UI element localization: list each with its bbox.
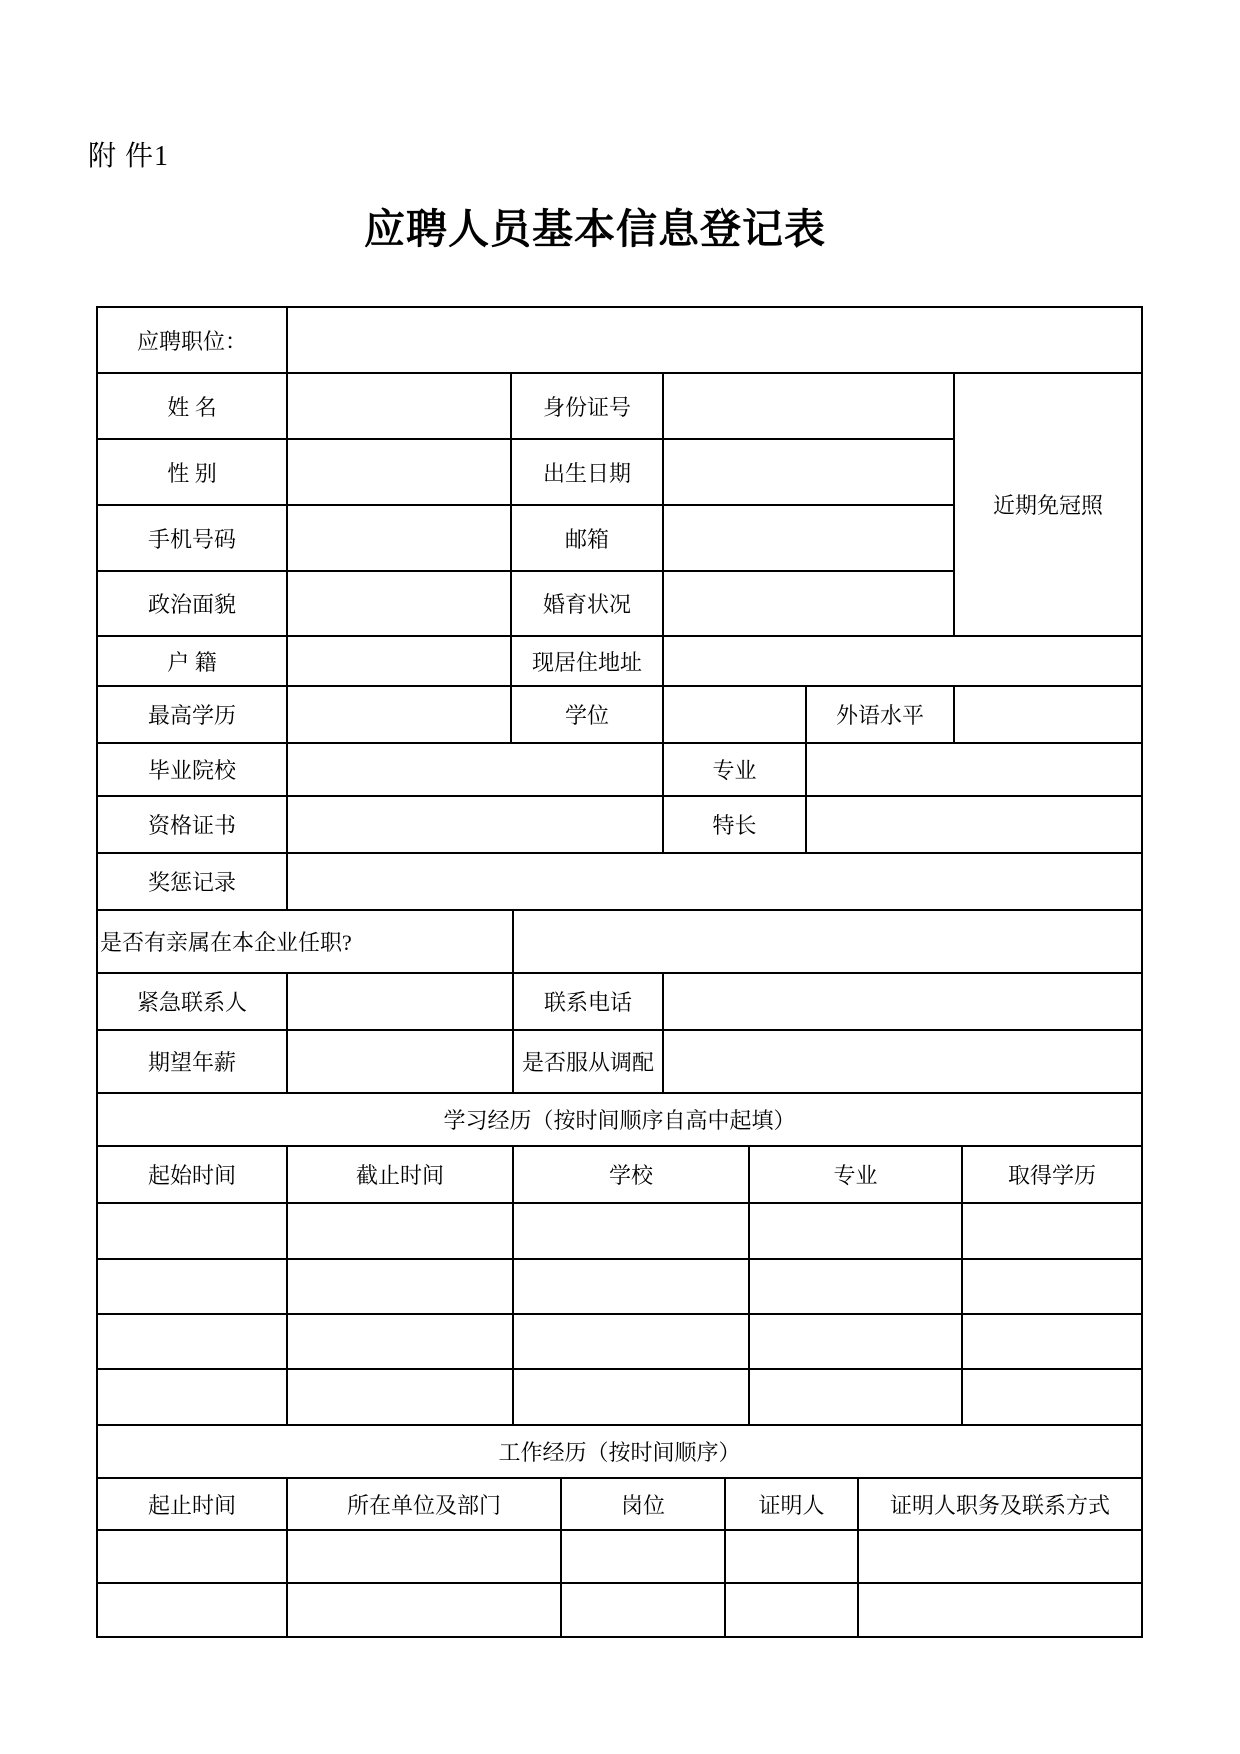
expected-salary-label: 期望年薪	[98, 1031, 288, 1092]
work-reference-input-cell[interactable]	[726, 1531, 859, 1582]
study-degree-input-cell[interactable]	[963, 1315, 1141, 1368]
position-input-cell[interactable]	[288, 308, 1141, 372]
marital-status-label: 婚育状况	[512, 572, 664, 635]
table-row	[98, 374, 953, 440]
table-row	[98, 687, 1141, 744]
work-company-input-cell[interactable]	[288, 1531, 562, 1582]
gender-label: 性 别	[98, 440, 288, 504]
work-reference-header: 证明人	[726, 1479, 859, 1529]
study-major-input-cell[interactable]	[750, 1204, 963, 1258]
foreign-language-label: 外语水平	[807, 687, 955, 742]
study-degree-input-cell[interactable]	[963, 1204, 1141, 1258]
personal-info-left	[98, 374, 955, 635]
work-period-input-cell[interactable]	[98, 1584, 288, 1636]
work-period-header: 起止时间	[98, 1479, 288, 1529]
photo-placeholder-cell[interactable]: 近期免冠照	[992, 493, 1103, 518]
study-entry-row	[98, 1204, 1141, 1260]
relocation-label: 是否服从调配	[514, 1031, 664, 1092]
study-degree-input-cell[interactable]	[963, 1370, 1141, 1424]
table-row	[98, 506, 953, 572]
work-reference-contact-input-cell[interactable]	[859, 1531, 1141, 1582]
emergency-contact-label: 紧急联系人	[98, 974, 288, 1029]
work-reference-contact-header: 证明人职务及联系方式	[889, 1492, 1110, 1518]
marital-status-input-cell[interactable]	[664, 572, 953, 635]
study-degree-header: 取得学历	[1007, 1163, 1096, 1188]
study-start-time-input-cell[interactable]	[98, 1370, 288, 1424]
current-address-input-cell[interactable]	[664, 637, 1141, 685]
relatives-answer-input-cell[interactable]	[514, 911, 1141, 972]
work-header-row	[98, 1479, 1141, 1531]
study-start-time-input-cell[interactable]	[98, 1260, 288, 1313]
gender-input-cell[interactable]	[288, 440, 512, 504]
work-period-input-cell[interactable]	[98, 1531, 288, 1582]
study-major-header: 专业	[750, 1147, 963, 1202]
work-section-title-row	[98, 1426, 1141, 1479]
foreign-language-input-cell[interactable]	[955, 687, 1141, 742]
page-title: 应聘人员基本信息登记表	[364, 206, 826, 252]
table-row	[98, 797, 1141, 854]
applicant-form-table	[96, 306, 1143, 1638]
highest-education-input-cell[interactable]	[288, 687, 512, 742]
study-end-time-header: 截止时间	[288, 1147, 514, 1202]
degree-label: 学位	[512, 687, 664, 742]
study-school-input-cell[interactable]	[514, 1204, 750, 1258]
specialty-label: 特长	[664, 797, 807, 852]
table-row	[98, 637, 1141, 687]
table-row	[98, 854, 1141, 911]
study-header-row	[98, 1147, 1141, 1204]
email-input-cell[interactable]	[664, 506, 953, 570]
study-major-input-cell[interactable]	[750, 1315, 963, 1368]
study-section-title-row	[98, 1094, 1141, 1147]
study-start-time-input-cell[interactable]	[98, 1315, 288, 1368]
study-school-header: 学校	[514, 1147, 750, 1202]
study-degree-input-cell[interactable]	[963, 1260, 1141, 1313]
work-entry-row	[98, 1531, 1141, 1584]
work-reference-contact-input-cell[interactable]	[859, 1584, 1141, 1636]
expected-salary-input-cell[interactable]	[288, 1031, 514, 1092]
attachment-label: 附 件1	[88, 141, 170, 172]
birthdate-label: 出生日期	[512, 440, 664, 504]
study-start-time-header: 起始时间	[98, 1147, 288, 1202]
relatives-question-label: 是否有亲属在本企业任职?	[98, 911, 514, 972]
mobile-label: 手机号码	[98, 506, 288, 570]
study-school-input-cell[interactable]	[514, 1370, 750, 1424]
name-label: 姓 名	[98, 374, 288, 438]
graduate-school-input-cell[interactable]	[288, 744, 664, 795]
email-label: 邮箱	[512, 506, 664, 570]
position-label: 应聘职位：	[98, 308, 288, 372]
study-end-time-input-cell[interactable]	[288, 1204, 514, 1258]
graduate-school-label: 毕业院校	[98, 744, 288, 795]
birthdate-input-cell[interactable]	[664, 440, 953, 504]
work-reference-input-cell[interactable]	[726, 1584, 859, 1636]
study-major-input-cell[interactable]	[750, 1370, 963, 1424]
table-row	[98, 440, 953, 506]
household-input-cell[interactable]	[288, 637, 512, 685]
work-position-header: 岗位	[562, 1479, 726, 1529]
study-end-time-input-cell[interactable]	[288, 1370, 514, 1424]
study-entry-row	[98, 1315, 1141, 1370]
table-row	[98, 572, 953, 635]
table-row	[98, 308, 1141, 374]
emergency-contact-input-cell[interactable]	[288, 974, 514, 1029]
work-section-title: 工作经历（按时间顺序）	[498, 1440, 741, 1465]
study-start-time-input-cell[interactable]	[98, 1204, 288, 1258]
certificate-input-cell[interactable]	[288, 797, 664, 852]
political-status-input-cell[interactable]	[288, 572, 512, 635]
political-status-label: 政治面貌	[98, 572, 288, 635]
table-row	[98, 744, 1141, 797]
study-school-input-cell[interactable]	[514, 1260, 750, 1313]
name-input-cell[interactable]	[288, 374, 512, 438]
highest-education-label: 最高学历	[98, 687, 288, 742]
relocation-input-cell[interactable]	[664, 1031, 1141, 1092]
study-entry-row	[98, 1370, 1141, 1426]
table-row	[98, 1031, 1141, 1094]
table-row	[98, 974, 1141, 1031]
table-row	[98, 911, 1141, 974]
work-position-input-cell[interactable]	[562, 1584, 726, 1636]
study-end-time-input-cell[interactable]	[288, 1260, 514, 1313]
contact-phone-input-cell[interactable]	[664, 974, 1141, 1029]
work-company-header: 所在单位及部门	[288, 1479, 562, 1529]
certificate-label: 资格证书	[98, 797, 288, 852]
study-school-input-cell[interactable]	[514, 1315, 750, 1368]
awards-record-label: 奖惩记录	[98, 854, 288, 909]
personal-info-band	[98, 374, 1141, 637]
work-company-input-cell[interactable]	[288, 1584, 562, 1636]
mobile-input-cell[interactable]	[288, 506, 512, 570]
major-input-cell[interactable]	[807, 744, 1141, 795]
work-entry-row	[98, 1584, 1141, 1636]
id-number-label: 身份证号	[512, 374, 664, 438]
household-label: 户 籍	[98, 637, 288, 685]
current-address-label: 现居住地址	[512, 637, 664, 685]
major-label: 专业	[664, 744, 807, 795]
study-end-time-input-cell[interactable]	[288, 1315, 514, 1368]
id-number-input-cell[interactable]	[664, 374, 953, 438]
study-section-title: 学习经历（按时间顺序自高中起填）	[443, 1108, 796, 1133]
awards-record-input-cell[interactable]	[288, 854, 1141, 909]
study-major-input-cell[interactable]	[750, 1260, 963, 1313]
work-position-input-cell[interactable]	[562, 1531, 726, 1582]
study-entry-row	[98, 1260, 1141, 1315]
contact-phone-label: 联系电话	[514, 974, 664, 1029]
specialty-input-cell[interactable]	[807, 797, 1141, 852]
degree-input-cell[interactable]	[664, 687, 807, 742]
